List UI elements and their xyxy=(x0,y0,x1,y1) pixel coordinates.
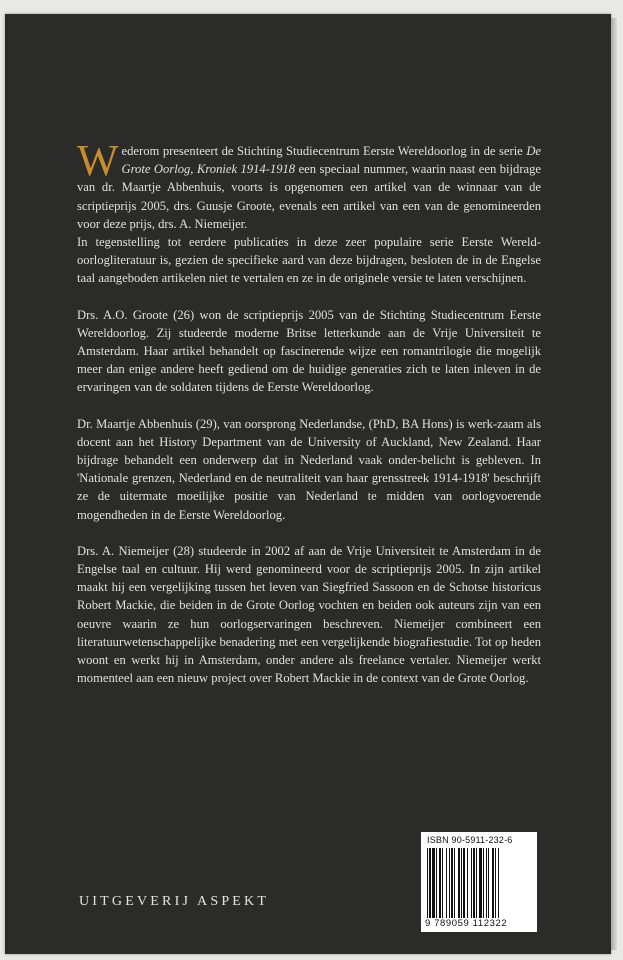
paragraph-groote: Drs. A.O. Groote (26) won de scriptieprijs 2005 van de Stichting Studiecentrum Eerste Wereldoorlog. Zij studeerde moderne Britse letterkunde aan de Vrije Universiteit te Amsterdam. Haar artikel behandelt op fascinerende wijze een romantrilogie die mogelijk meer dan enige andere heeft gediend om de huidige generaties zich te laten inleven in de ervaringen van de soldaten tijdens de Eerste Wereldoorlog. xyxy=(77,307,541,395)
intro-paragraph xyxy=(77,136,541,233)
ean-digits: 9 789059 112322 xyxy=(425,918,508,929)
intro-text-rest: een speciaal nummer, waarin naast een bijdrage van dr. Maartje Abbenhuis, voorts is opgenomen een artikel van de winnaar van de scriptieprijs 2005, drs. Guusje Groote, evenals een artikel van een van de genomineerden voor deze prijs, drs. A. Niemeijer. xyxy=(77,162,541,231)
isbn-label: ISBN 90-5911-232-6 xyxy=(427,835,513,845)
series-title: De Grote Oorlog, Kroniek 1914-1918 xyxy=(121,144,541,177)
drop-cap: W xyxy=(77,136,119,185)
blurb-text xyxy=(77,136,541,705)
barcode-bars-icon xyxy=(427,848,531,918)
publisher-name: UITGEVERIJ ASPEKT xyxy=(79,894,270,909)
paragraph-abbenhuis: Dr. Maartje Abbenhuis (29), van oorsprong Nederlandse, (PhD, BA Hons) is werk-zaam als docent aan het History Department van de University of Auckland, New Zealand. Haar bijdrage behandelt een onderwerp dat in Nederland vaak onder-belicht is gebleven. In 'Nationale grenzen, Nederland en de neutraliteit van haar grensstreek 1914-1918' beschrijft ze de uitermate moeilijke positie van Nederland te midden van oorlogvoerende mogendheden in de Eerste Wereldoorlog. xyxy=(77,416,541,522)
intro-paragraph-2: In tegenstelling tot eerdere publicaties in deze zeer populaire serie Eerste Wereld-oorlogliteratuur is, gezien de specifieke aard van deze bijdragen, besloten de in de Engelse taal aangeboden artikelen niet te vertalen en ze in de originele versie te laten verschijnen. xyxy=(77,235,541,286)
paragraph-niemeijer: Drs. A. Niemeijer (28) studeerde in 2002 af aan de Vrije Universiteit te Amsterdam in de Engelse taal en cultuur. Hij werd genomineerd voor de scriptieprijs 2005. In zijn artikel maakt hij een vergelijking tussen het leven van Siegfried Sassoon en de Schotse historicus Robert Mackie, die beiden in de Grote Oorlog vochten en beiden ook auteurs zijn van een oeuvre waarin ze hun oorlogservaringen beschreven. Niemeijer combineert een literatuurwetenschappelijke benadering met een vergelijkende biografiestudie. Tot op heden woont en werkt hij in Amsterdam, onder andere als freelance vertaler. Niemeijer werkt momenteel aan een nieuw project over Robert Mackie in de context van de Grote Oorlog. xyxy=(77,543,541,686)
intro-text-start: ederom presenteert de Stichting Studiecentrum Eerste Wereldoorlog in de serie xyxy=(121,144,527,158)
back-cover xyxy=(5,14,611,954)
isbn-barcode xyxy=(421,832,537,932)
